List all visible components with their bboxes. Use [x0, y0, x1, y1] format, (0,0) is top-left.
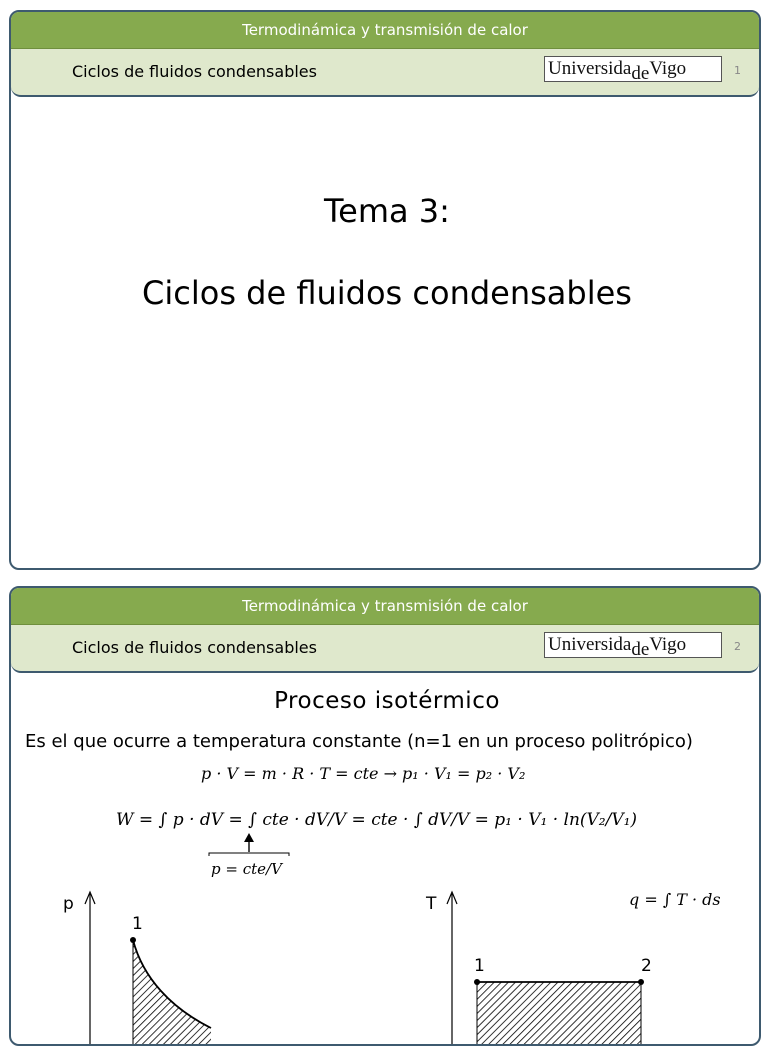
university-logo: UniversidadeVigo: [544, 56, 722, 82]
subheader: [11, 49, 759, 97]
point-1: [474, 979, 480, 985]
point-2: [638, 979, 644, 985]
point-1: [130, 937, 136, 943]
pv-point-label: 1: [132, 914, 143, 934]
slide-title: Proceso isotérmico: [274, 688, 500, 714]
ts-point1-label: 1: [474, 956, 485, 976]
body-text: Es el que ocurre a temperatura constante (n=1 en un proceso politrópico): [25, 731, 693, 752]
page-number: 1: [734, 64, 741, 77]
process-diagrams: [11, 588, 761, 1046]
subheader-title: Ciclos de fluidos condensables: [72, 62, 317, 81]
university-logo: UniversidadeVigo: [544, 632, 722, 658]
slide-1: [9, 10, 761, 570]
topic-number: Tema 3:: [324, 192, 450, 230]
topic-title: Ciclos de fluidos condensables: [142, 274, 632, 312]
course-header: Termodinámica y transmisión de calor: [11, 588, 759, 625]
ts-axis-label: T: [426, 894, 437, 914]
equation-heat: q = ∫ T · ds: [629, 890, 721, 909]
equation-work: W = ∫ p · dV = ∫ cte · dV/V = cte · ∫ dV/V = p₁ · V₁ · ln(V₂/V₁): [116, 810, 638, 830]
pv-axis-label: p: [63, 894, 74, 914]
page-number: 2: [734, 640, 741, 653]
subheader-title: Ciclos de fluidos condensables: [72, 638, 317, 657]
equation-pressure-note: p = cte/V: [211, 860, 282, 878]
slide-2: [9, 586, 761, 1046]
equation-ideal-gas: p · V = m · R · T = cte → p₁ · V₁ = p₂ · V₂: [201, 764, 526, 783]
ts-point2-label: 2: [641, 956, 652, 976]
course-header: Termodinámica y transmisión de calor: [11, 12, 759, 49]
